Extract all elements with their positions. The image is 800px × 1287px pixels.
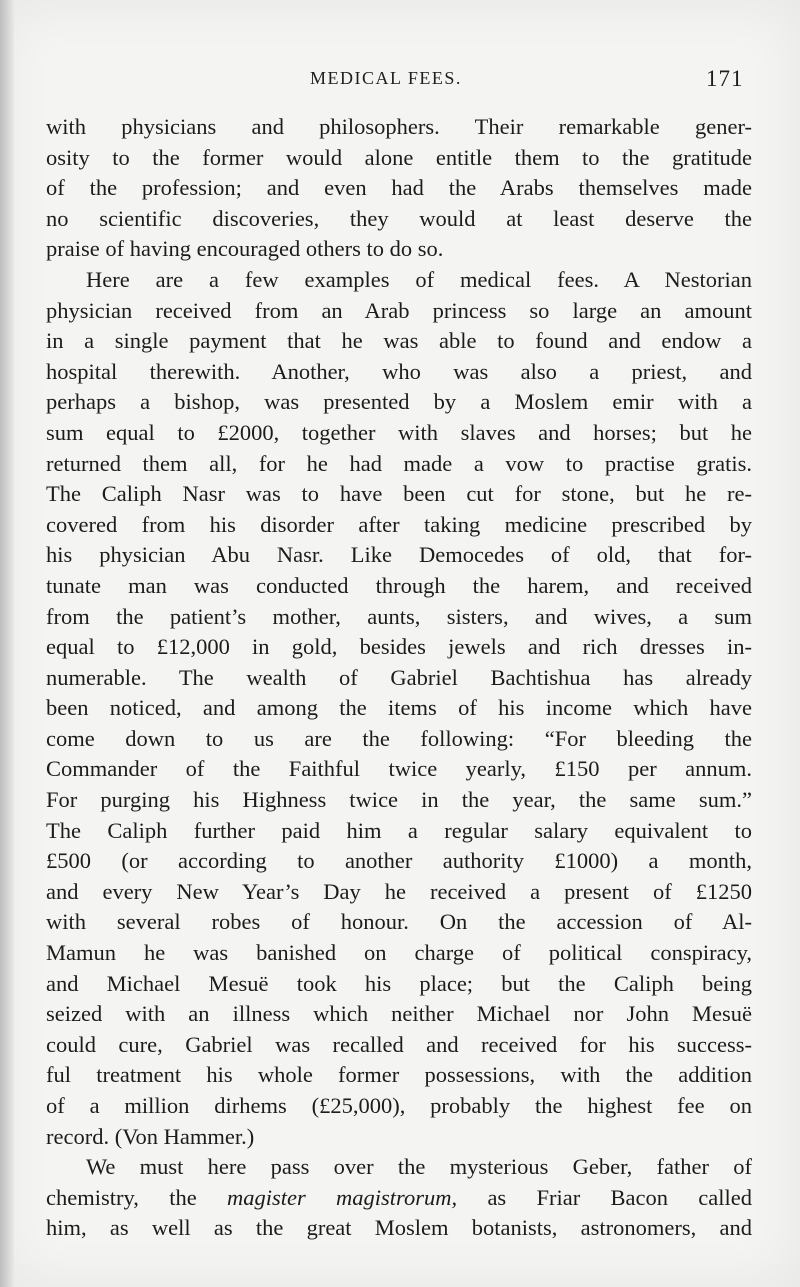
text-line: equal to £12,000 in gold, besides jewels and rich dresses in- — [46, 634, 752, 660]
running-head: MEDICAL FEES. — [310, 68, 462, 88]
text-line: seized with an illness which neither Michael nor John Mesuë — [46, 1001, 752, 1027]
text-line: tunate man was conducted through the harem, and received — [46, 572, 752, 598]
text-line: osity to the former would alone entitle them to the gratitude — [46, 144, 752, 170]
text-line: come down to us are the following: “For bleeding the — [46, 725, 752, 751]
italic-phrase: magister magistrorum, — [227, 1184, 458, 1210]
text-line: For purging his Highness twice in the year, the same sum.” — [46, 787, 752, 813]
text-line: Here are a few examples of medical fees. A Nestorian — [86, 266, 752, 292]
text-line: Commander of the Faithful twice yearly, £150 per annum. — [46, 756, 752, 782]
paragraph-3 — [46, 1152, 752, 1244]
text-line: The Caliph further paid him a regular salary equivalent to — [46, 817, 752, 843]
text-line: of a million dirhems (£25,000), probably the highest fee on — [46, 1093, 752, 1118]
text-line: with several robes of honour. On the accession of Al- — [46, 909, 752, 935]
text-line: £500 (or according to another authority £1000) a month, — [46, 848, 752, 874]
text-segment: chemistry, the — [46, 1184, 197, 1210]
text-line: of the profession; and even had the Arabs themselves made — [46, 175, 752, 201]
text-line: record. (Von Hammer.) — [46, 1123, 255, 1149]
text-line: him, as well as the great Moslem botanists, astronomers, and — [46, 1215, 752, 1241]
text-line: with physicians and philosophers. Their remarkable gener- — [46, 114, 752, 139]
paragraph-2 — [46, 265, 752, 1152]
text-line: sum equal to £2000, together with slaves and horses; but he — [46, 419, 752, 445]
text-line: no scientific discoveries, they would at least deserve the — [46, 205, 752, 231]
text-line: perhaps a bishop, was presented by a Moslem emir with a — [46, 389, 752, 415]
text-line: ful treatment his whole former possessions, with the addition — [46, 1062, 752, 1088]
text-line: been noticed, and among the items of his income which have — [46, 695, 752, 721]
text-line — [46, 1183, 752, 1214]
body-text — [46, 112, 752, 1244]
text-segment: as Friar Bacon called — [487, 1184, 753, 1210]
paragraph-1 — [46, 112, 752, 265]
page-number: 171 — [706, 66, 744, 91]
text-line: We must here pass over the mysterious Geber, father of — [86, 1154, 752, 1180]
text-line: his physician Abu Nasr. Like Democedes of old, that for- — [46, 542, 752, 568]
text-line: The Caliph Nasr was to have been cut for stone, but he re- — [46, 481, 752, 507]
text-line: and Michael Mesuë took his place; but the Caliph being — [46, 970, 752, 996]
page-gutter — [0, 0, 14, 1287]
text-line: and every New Year’s Day he received a present of £1250 — [46, 878, 752, 904]
text-line: physician received from an Arab princess so large an amount — [46, 297, 752, 323]
text-line: covered from his disorder after taking medicine prescribed by — [46, 511, 752, 537]
text-line: in a single payment that he was able to found and endow a — [46, 328, 752, 354]
text-line: Mamun he was banished on charge of political conspiracy, — [46, 940, 752, 966]
text-line: numerable. The wealth of Gabriel Bachtishua has already — [46, 664, 752, 690]
text-line: from the patient’s mother, aunts, sisters, and wives, a sum — [46, 603, 752, 629]
text-line: returned them all, for he had made a vow to practise gratis. — [46, 450, 752, 476]
text-line: could cure, Gabriel was recalled and received for his success- — [46, 1031, 752, 1057]
text-line: hospital therewith. Another, who was also a priest, and — [46, 358, 752, 384]
text-line: praise of having encouraged others to do so. — [46, 236, 444, 262]
page-header — [0, 64, 800, 96]
